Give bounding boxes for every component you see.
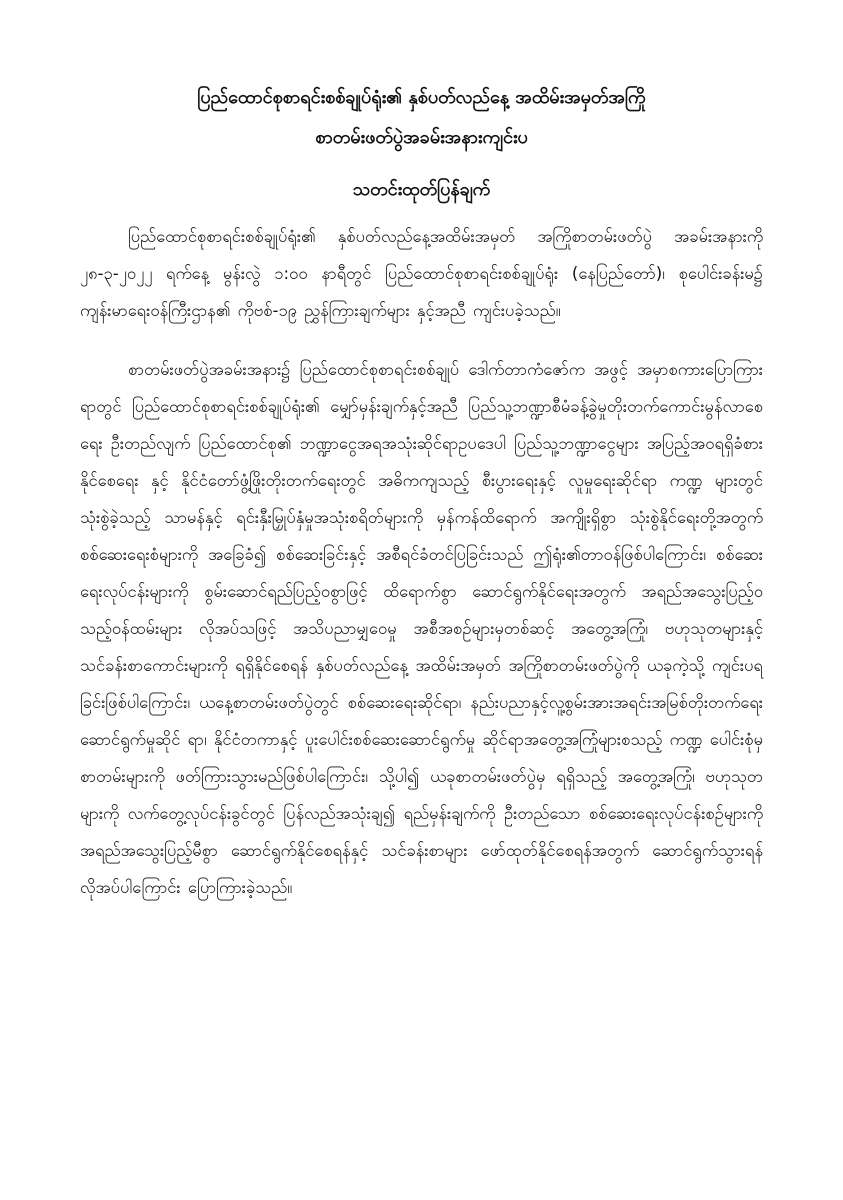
body-paragraph-2: စာတမ်းဖတ်ပွဲအခမ်းအနား၌ ပြည်ထောင်စုစာရင်းစစ်ချုပ် ဒေါက်တာကံဇော်က အဖွင့် အမှာစကားပြောကြားရာတွင် ပြည်ထောင်စုစာရင်းစစ်ချုပ်ရုံး၏ မျှော်မှန်းချက်နှင့်အညီ ပြည်သူ့ဘဏ္ဍာစီမံခန့်ခွဲမှုတိုးတက်ကောင်းမွန်လာစေရေး ဦးတည်လျက် ပြည်ထောင်စု၏ ဘဏ္ဍာငွေအရအသုံးဆိုင်ရာဥပဒေပါ ပြည်သူ့ဘဏ္ဍာငွေများ အပြည့်အဝရရှိခံစားနိုင်စေရေး နှင့် နိုင်ငံတော်ဖွံ့ဖြိုးတိုးတက်ရေးတွင် အဓိကကျသည့် စီးပွားရေးနှင့် လူမှုရေးဆိုင်ရာ ကဏ္ဍ များတွင် သုံးစွဲခဲ့သည့် သာမန်နှင့် ရင်းနှီးမြှုပ်နှံမှုအသုံးစရိတ်များကို မှန်ကန်ထိရောက် အကျိုးရှိစွာ သုံးစွဲနိုင်ရေးတို့အတွက် စစ်ဆေးရေးစံများကို အခြေခံ၍ စစ်ဆေးခြင်းနှင့် အစီရင်ခံတင်ပြခြင်းသည် ဤရုံး၏တာဝန်ဖြစ်ပါကြောင်း၊ စစ်ဆေးရေးလုပ်ငန်းများကို စွမ်းဆောင်ရည်ပြည့်ဝစွာဖြင့် ထိရောက်စွာ ဆောင်ရွက်နိုင်ရေးအတွက် အရည်အသွေးပြည့်ဝ သည့်ဝန်ထမ်းများ လိုအပ်သဖြင့် အသိပညာမျှဝေမှု အစီအစဉ်များမှတစ်ဆင့် အတွေ့အကြုံ၊ ဗဟုသုတများနှင့် သင်ခန်းစာကောင်းများကို ရရှိနိုင်စေရန် နှစ်ပတ်လည်နေ့ အထိမ်းအမှတ် အကြိုစာတမ်းဖတ်ပွဲကို ယခုကဲ့သို့ ကျင်းပရခြင်းဖြစ်ပါကြောင်း၊ ယနေ့စာတမ်းဖတ်ပွဲတွင် စစ်ဆေးရေးဆိုင်ရာ၊ နည်းပညာနှင့်လူ့စွမ်းအားအရင်းအမြစ်တိုးတက်ရေး ဆောင်ရွက်မှုဆိုင် ရာ၊ နိုင်ငံတကာနှင့် ပူးပေါင်းစစ်ဆေးဆောင်ရွက်မှု ဆိုင်ရာအတွေ့အကြုံများစသည့် ကဏ္ဍ ပေါင်းစုံမှ စာတမ်းများကို ဖတ်ကြားသွားမည်ဖြစ်ပါကြောင်း၊ သို့ပါ၍ ယခုစာတမ်းဖတ်ပွဲမှ ရရှိသည့် အတွေ့အကြုံ၊ ဗဟုသုတများကို လက်တွေ့လုပ်ငန်းခွင်တွင် ပြန်လည်အသုံးချ၍ ရည်မှန်းချက်ကို ဦးတည်သော စစ်ဆေးရေးလုပ်ငန်းစဉ်များကို အရည်အသွေးပြည့်မီစွာ ဆောင်ရွက်နိုင်စေရန်နှင့် သင်ခန်းစာများ ဖော်ထုတ်နိုင်စေရန်အတွက် ဆောင်ရွက်သွားရန် လိုအပ်ပါကြောင်း ပြောကြားခဲ့သည်။ bbox=[80, 360, 763, 897]
body-paragraph-1: ပြည်ထောင်စုစာရင်းစစ်ချုပ်ရုံး၏ နှစ်ပတ်လည်နေ့အထိမ်းအမှတ် အကြိုစာတမ်းဖတ်ပွဲ အခမ်းအနားကို ၂၈-၃-၂၀၂၂ ရက်နေ့ မွန်းလွဲ ၁:၀၀ နာရီတွင် ပြည်ထောင်စုစာရင်းစစ်ချုပ်ရုံး (နေပြည်တော်)၊ စုပေါင်းခန်းမ၌ ကျန်းမာရေးဝန်ကြီးဌာန၏ ကိုဗစ်-၁၉ ညွှန်ကြားချက်များ နှင့်အညီ ကျင်းပခဲ့သည်။ bbox=[80, 227, 763, 320]
press-release-heading: သတင်းထုတ်ပြန်ချက် bbox=[352, 179, 491, 200]
document-title-line-1: ပြည်ထောင်စုစာရင်းစစ်ချုပ်ရုံး၏ နှစ်ပတ်လည်နေ့ အထိမ်းအမှတ်အကြို bbox=[197, 87, 646, 108]
document-title-line-2: စာတမ်းဖတ်ပွဲအခမ်းအနားကျင်းပ bbox=[315, 127, 528, 148]
